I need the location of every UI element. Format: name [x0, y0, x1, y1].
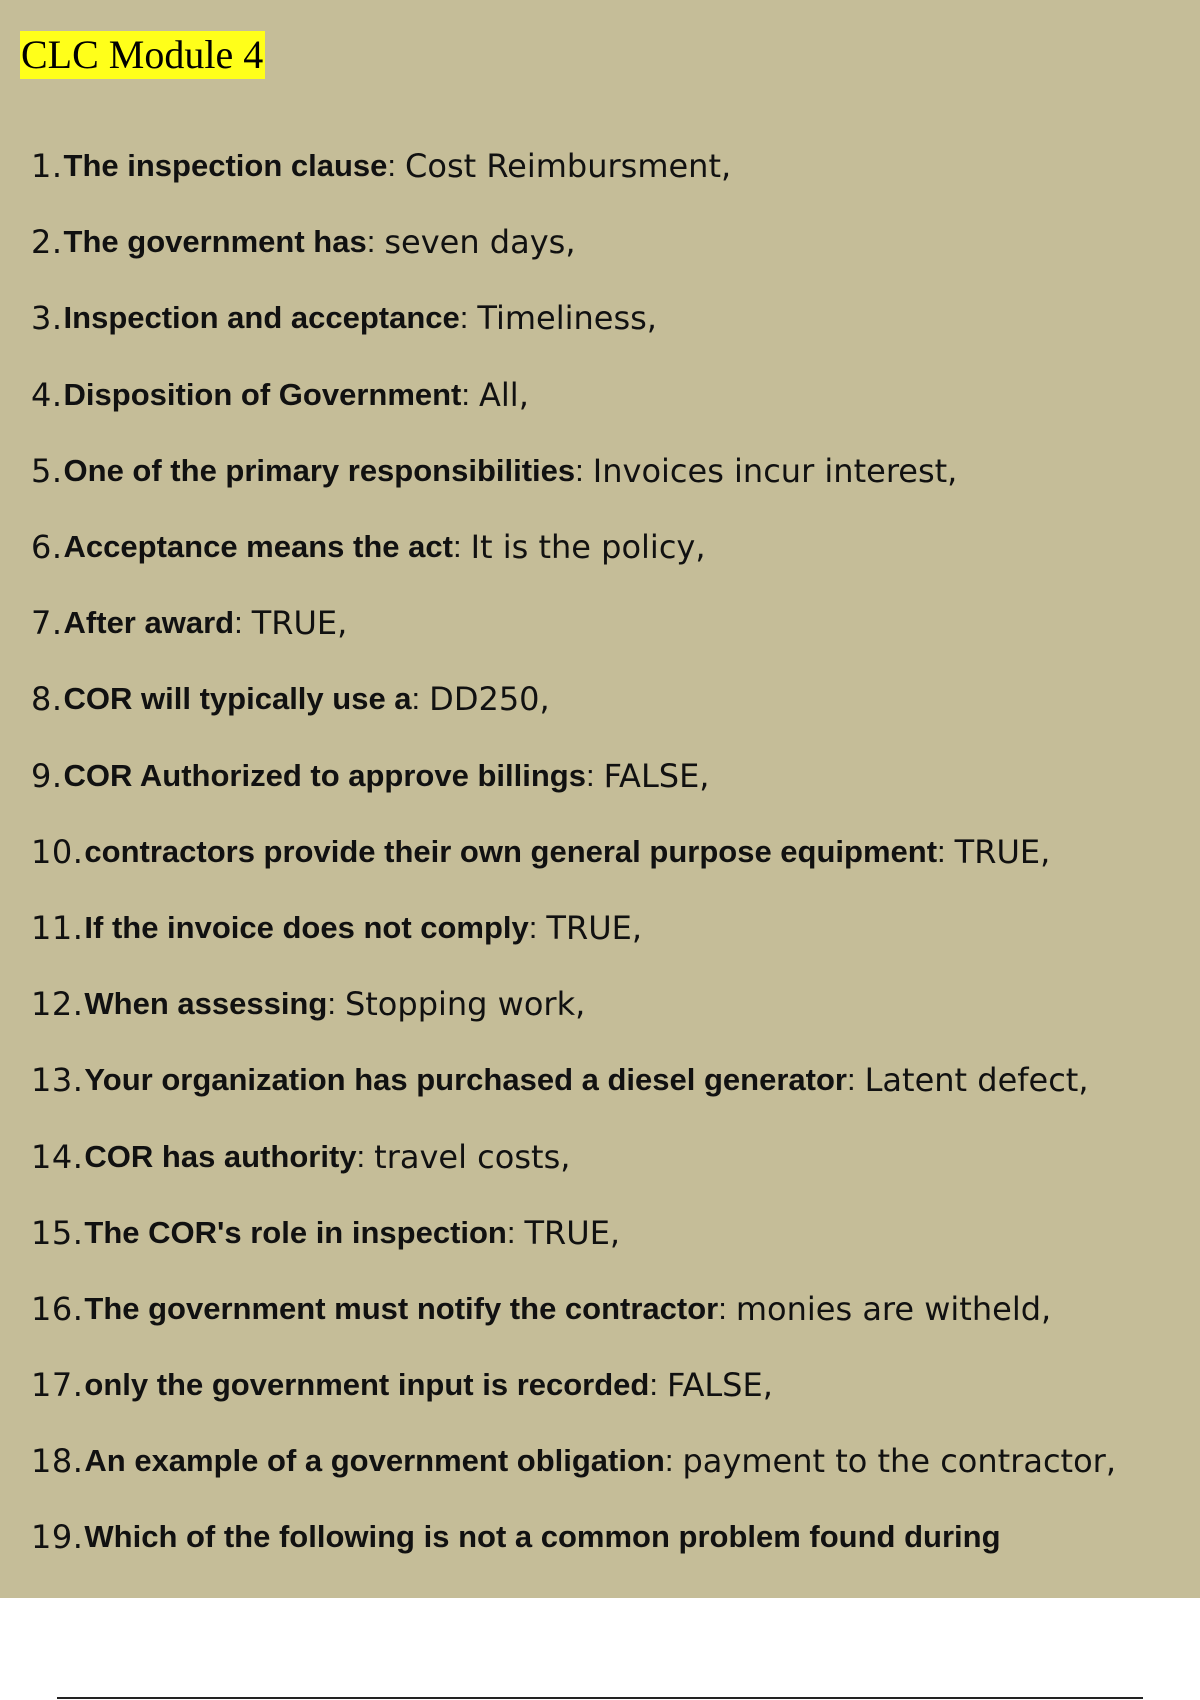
item-question: The government must notify the contractor — [84, 1290, 719, 1326]
list-item — [31, 890, 1116, 966]
item-colon: : — [506, 1214, 516, 1250]
item-colon: : — [575, 452, 584, 488]
list-item — [31, 357, 1116, 433]
item-number: 2. — [31, 223, 63, 262]
document-title: CLC Module 4 — [21, 32, 264, 77]
item-answer: Cost Reimbursment, — [405, 147, 732, 186]
item-answer: Invoices incur interest, — [592, 451, 958, 490]
item-number: 9. — [31, 756, 63, 795]
item-number: 10. — [31, 832, 84, 871]
item-answer: Timeliness, — [477, 299, 657, 338]
item-question: The COR's role in inspection — [84, 1214, 507, 1250]
item-colon: : — [366, 224, 376, 260]
question-answer-list — [31, 128, 1116, 1576]
list-item — [31, 738, 1116, 814]
item-number: 14. — [31, 1137, 84, 1176]
item-colon: : — [356, 1138, 366, 1174]
item-question: The government has — [63, 224, 367, 260]
item-colon: : — [452, 529, 462, 565]
item-question: Your organization has purchased a diesel generator — [84, 1062, 847, 1098]
item-number: 17. — [31, 1366, 84, 1405]
item-colon: : — [937, 833, 946, 869]
item-question: Which of the following is not a common problem found during — [84, 1519, 1001, 1555]
item-answer: FALSE, — [666, 1366, 773, 1405]
item-question: When assessing — [84, 986, 328, 1022]
item-answer: TRUE, — [546, 908, 643, 947]
item-answer: travel costs, — [374, 1137, 571, 1176]
item-question: COR will typically use a — [63, 681, 412, 717]
item-question: contractors provide their own general purpose equipment — [84, 833, 938, 869]
list-item — [31, 1423, 1116, 1499]
item-question: COR Authorized to approve billings — [63, 757, 586, 793]
list-item — [31, 204, 1116, 280]
item-question: Acceptance means the act — [63, 529, 453, 565]
item-colon: : — [234, 605, 243, 641]
item-question: If the invoice does not comply — [84, 909, 529, 945]
list-item — [31, 1042, 1116, 1118]
item-question: One of the primary responsibilities — [63, 452, 576, 488]
list-item — [31, 1118, 1116, 1194]
item-answer: TRUE, — [954, 832, 1051, 871]
item-number: 7. — [31, 604, 63, 643]
item-number: 1. — [31, 147, 63, 186]
list-item — [31, 1195, 1116, 1271]
item-colon: : — [411, 681, 421, 717]
item-question: The inspection clause — [63, 148, 388, 184]
list-item — [31, 814, 1116, 890]
item-answer: It is the policy, — [470, 528, 706, 567]
item-colon: : — [459, 300, 469, 336]
item-number: 13. — [31, 1061, 84, 1100]
item-answer: TRUE, — [524, 1213, 621, 1252]
list-item — [31, 966, 1116, 1042]
list-item — [31, 509, 1116, 585]
item-number: 16. — [31, 1289, 84, 1328]
item-number: 12. — [31, 985, 84, 1024]
item-question: Disposition of Government — [63, 376, 462, 412]
list-item — [31, 128, 1116, 204]
item-answer: Latent defect, — [864, 1061, 1089, 1100]
item-colon: : — [585, 757, 595, 793]
item-question: After award — [63, 605, 235, 641]
list-item — [31, 1271, 1116, 1347]
list-item — [31, 433, 1116, 509]
list-item — [31, 280, 1116, 356]
item-number: 3. — [31, 299, 63, 338]
item-answer: DD250, — [429, 680, 550, 719]
item-number: 4. — [31, 375, 63, 414]
item-answer: Stopping work, — [344, 985, 586, 1024]
item-answer: FALSE, — [603, 756, 710, 795]
item-colon: : — [528, 909, 538, 945]
item-answer: payment to the contractor, — [682, 1442, 1116, 1481]
item-answer: monies are witheld, — [735, 1289, 1052, 1328]
item-number: 8. — [31, 680, 63, 719]
list-item — [31, 661, 1116, 737]
item-number: 6. — [31, 528, 63, 567]
item-answer: seven days, — [384, 223, 576, 262]
item-colon: : — [649, 1367, 658, 1403]
item-colon: : — [327, 986, 336, 1022]
list-item — [31, 1499, 1116, 1575]
item-colon: : — [846, 1062, 856, 1098]
item-question: Inspection and acceptance — [63, 300, 460, 336]
item-question: An example of a government obligation — [84, 1443, 665, 1479]
footer-divider — [57, 1697, 1143, 1699]
list-item — [31, 1347, 1116, 1423]
item-number: 19. — [31, 1518, 84, 1557]
item-answer: All, — [479, 375, 529, 414]
list-item — [31, 585, 1116, 661]
item-number: 18. — [31, 1442, 84, 1481]
item-number: 15. — [31, 1213, 84, 1252]
item-colon: : — [461, 376, 471, 412]
item-colon: : — [718, 1290, 727, 1326]
item-question: COR has authority — [84, 1138, 357, 1174]
item-number: 11. — [31, 908, 84, 947]
item-answer: TRUE, — [251, 604, 348, 643]
item-question: only the government input is recorded — [84, 1367, 650, 1403]
item-number: 5. — [31, 451, 63, 490]
item-colon: : — [387, 148, 397, 184]
item-colon: : — [664, 1443, 674, 1479]
